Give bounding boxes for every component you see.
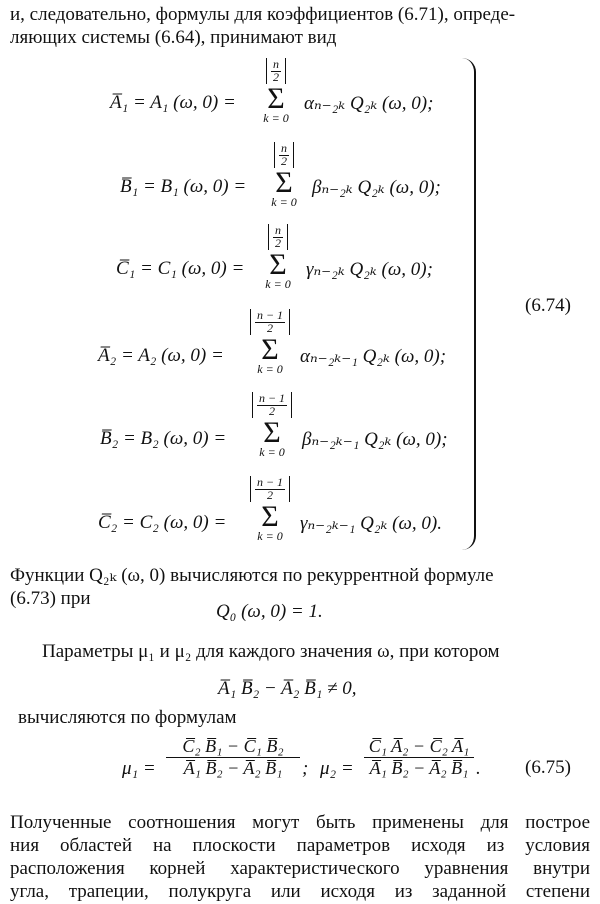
sum-upper-denominator: 2 [273, 70, 279, 84]
mu1-denominator: A̅₁ B̅₂ − A̅₂ B̅₁ [183, 758, 283, 778]
right-brace [462, 58, 476, 550]
equation-lhs: A̅₁ = A₁ (ω, 0) = [110, 92, 236, 113]
final-line-1: Полученные соотношения могут быть применены для построе [10, 812, 590, 833]
mu1-label: μ₁ = [122, 758, 156, 779]
sum-upper-denominator: 2 [281, 154, 287, 168]
mu2-fraction [364, 736, 474, 779]
sum-operator [244, 392, 300, 458]
equation-term: αₙ₋₂ₖ Q₂ₖ (ω, 0); [304, 93, 434, 114]
sigma-symbol: Σ [263, 416, 281, 449]
sum-operator [242, 309, 298, 375]
sum-upper-denominator: 2 [275, 236, 281, 250]
equation-lhs: B̅₁ = B₁ (ω, 0) = [120, 176, 247, 197]
equation-lhs: B̅₂ = B₂ (ω, 0) = [100, 428, 227, 449]
equation-number: (6.74) [525, 295, 571, 316]
sum-lower-limit: k = 0 [259, 445, 285, 459]
mu2-numerator: C̅₁ A̅₂ − C̅₂ A̅₁ [364, 736, 474, 758]
sigma-symbol: Σ [261, 500, 279, 533]
sum-upper-limit: n − 1 [256, 308, 284, 322]
sigma-symbol: Σ [261, 333, 279, 366]
equation-number: (6.75) [525, 757, 571, 778]
sigma-symbol: Σ [269, 248, 287, 281]
para3-line-2: вычисляются по формулам [18, 707, 237, 728]
equation-term: γₙ₋₂ₖ Q₂ₖ (ω, 0); [306, 259, 433, 280]
sum-upper-denominator: 2 [266, 488, 273, 502]
sum-upper-denominator: 2 [266, 321, 273, 335]
equation-term: αₙ₋₂ₖ₋₁ Q₂ₖ (ω, 0); [300, 346, 447, 367]
final-line-2: ния областей на плоскости параметров исходя из условия [10, 835, 590, 856]
sum-upper-limit: n − 1 [256, 475, 284, 489]
sum-lower-limit: k = 0 [257, 362, 283, 376]
final-line-4: угла, трапеции, полукруга или исходя из заданной степени [10, 881, 590, 902]
intro-line-1: и, следовательно, формулы для коэффициентов (6.71), опреде- [10, 4, 516, 25]
para2-line-2: (6.73) при [10, 588, 91, 609]
sum-operator [242, 476, 298, 542]
equation-lhs: A̅₂ = A₂ (ω, 0) = [98, 345, 224, 366]
mu1-numerator: C̅₂ B̅₁ − C̅₁ B̅₂ [166, 736, 300, 758]
para3-line-1: Параметры μ₁ и μ₂ для каждого значения ω, при котором [42, 641, 500, 662]
sum-upper-limit: n [275, 223, 281, 237]
sum-operator [254, 58, 298, 124]
sum-upper-limit: n [281, 141, 287, 155]
sum-lower-limit: k = 0 [271, 195, 297, 209]
equation-term: βₙ₋₂ₖ Q₂ₖ (ω, 0); [312, 177, 441, 198]
sum-lower-limit: k = 0 [257, 529, 283, 543]
sum-lower-limit: k = 0 [263, 111, 289, 125]
sigma-symbol: Σ [275, 166, 293, 199]
final-line-3: расположения корней характеристического уравнения внутри [10, 858, 590, 879]
mu2-label: μ₂ = [320, 758, 354, 779]
sigma-symbol: Σ [267, 82, 285, 115]
sum-lower-limit: k = 0 [265, 277, 291, 291]
equation-term: βₙ₋₂ₖ₋₁ Q₂ₖ (ω, 0); [302, 429, 448, 450]
mu-end-period: . [476, 758, 481, 779]
equation-term: γₙ₋₂ₖ₋₁ Q₂ₖ (ω, 0). [300, 513, 442, 534]
mu-separator: ; [302, 758, 309, 779]
sum-upper-limit: n [273, 57, 279, 71]
determinant-condition: A̅₁ B̅₂ − A̅₂ B̅₁ ≠ 0, [218, 678, 357, 699]
q0-formula: Q₀ (ω, 0) = 1. [216, 601, 323, 622]
intro-line-2: ляющих системы (6.64), принимают вид [10, 27, 337, 48]
sum-upper-limit: n − 1 [258, 391, 286, 405]
para2-line-1: Функции Q₂ₖ (ω, 0) вычисляются по рекуррентной формуле [10, 565, 494, 586]
mu2-denominator: A̅₁ B̅₂ − A̅₂ B̅₁ [369, 758, 469, 778]
sum-operator [256, 224, 300, 290]
sum-operator [262, 142, 306, 208]
equation-lhs: C̅₁ = C₁ (ω, 0) = [116, 258, 245, 279]
equation-lhs: C̅₂ = C₂ (ω, 0) = [98, 512, 227, 533]
sum-upper-denominator: 2 [268, 404, 275, 418]
mu1-fraction [166, 736, 300, 779]
